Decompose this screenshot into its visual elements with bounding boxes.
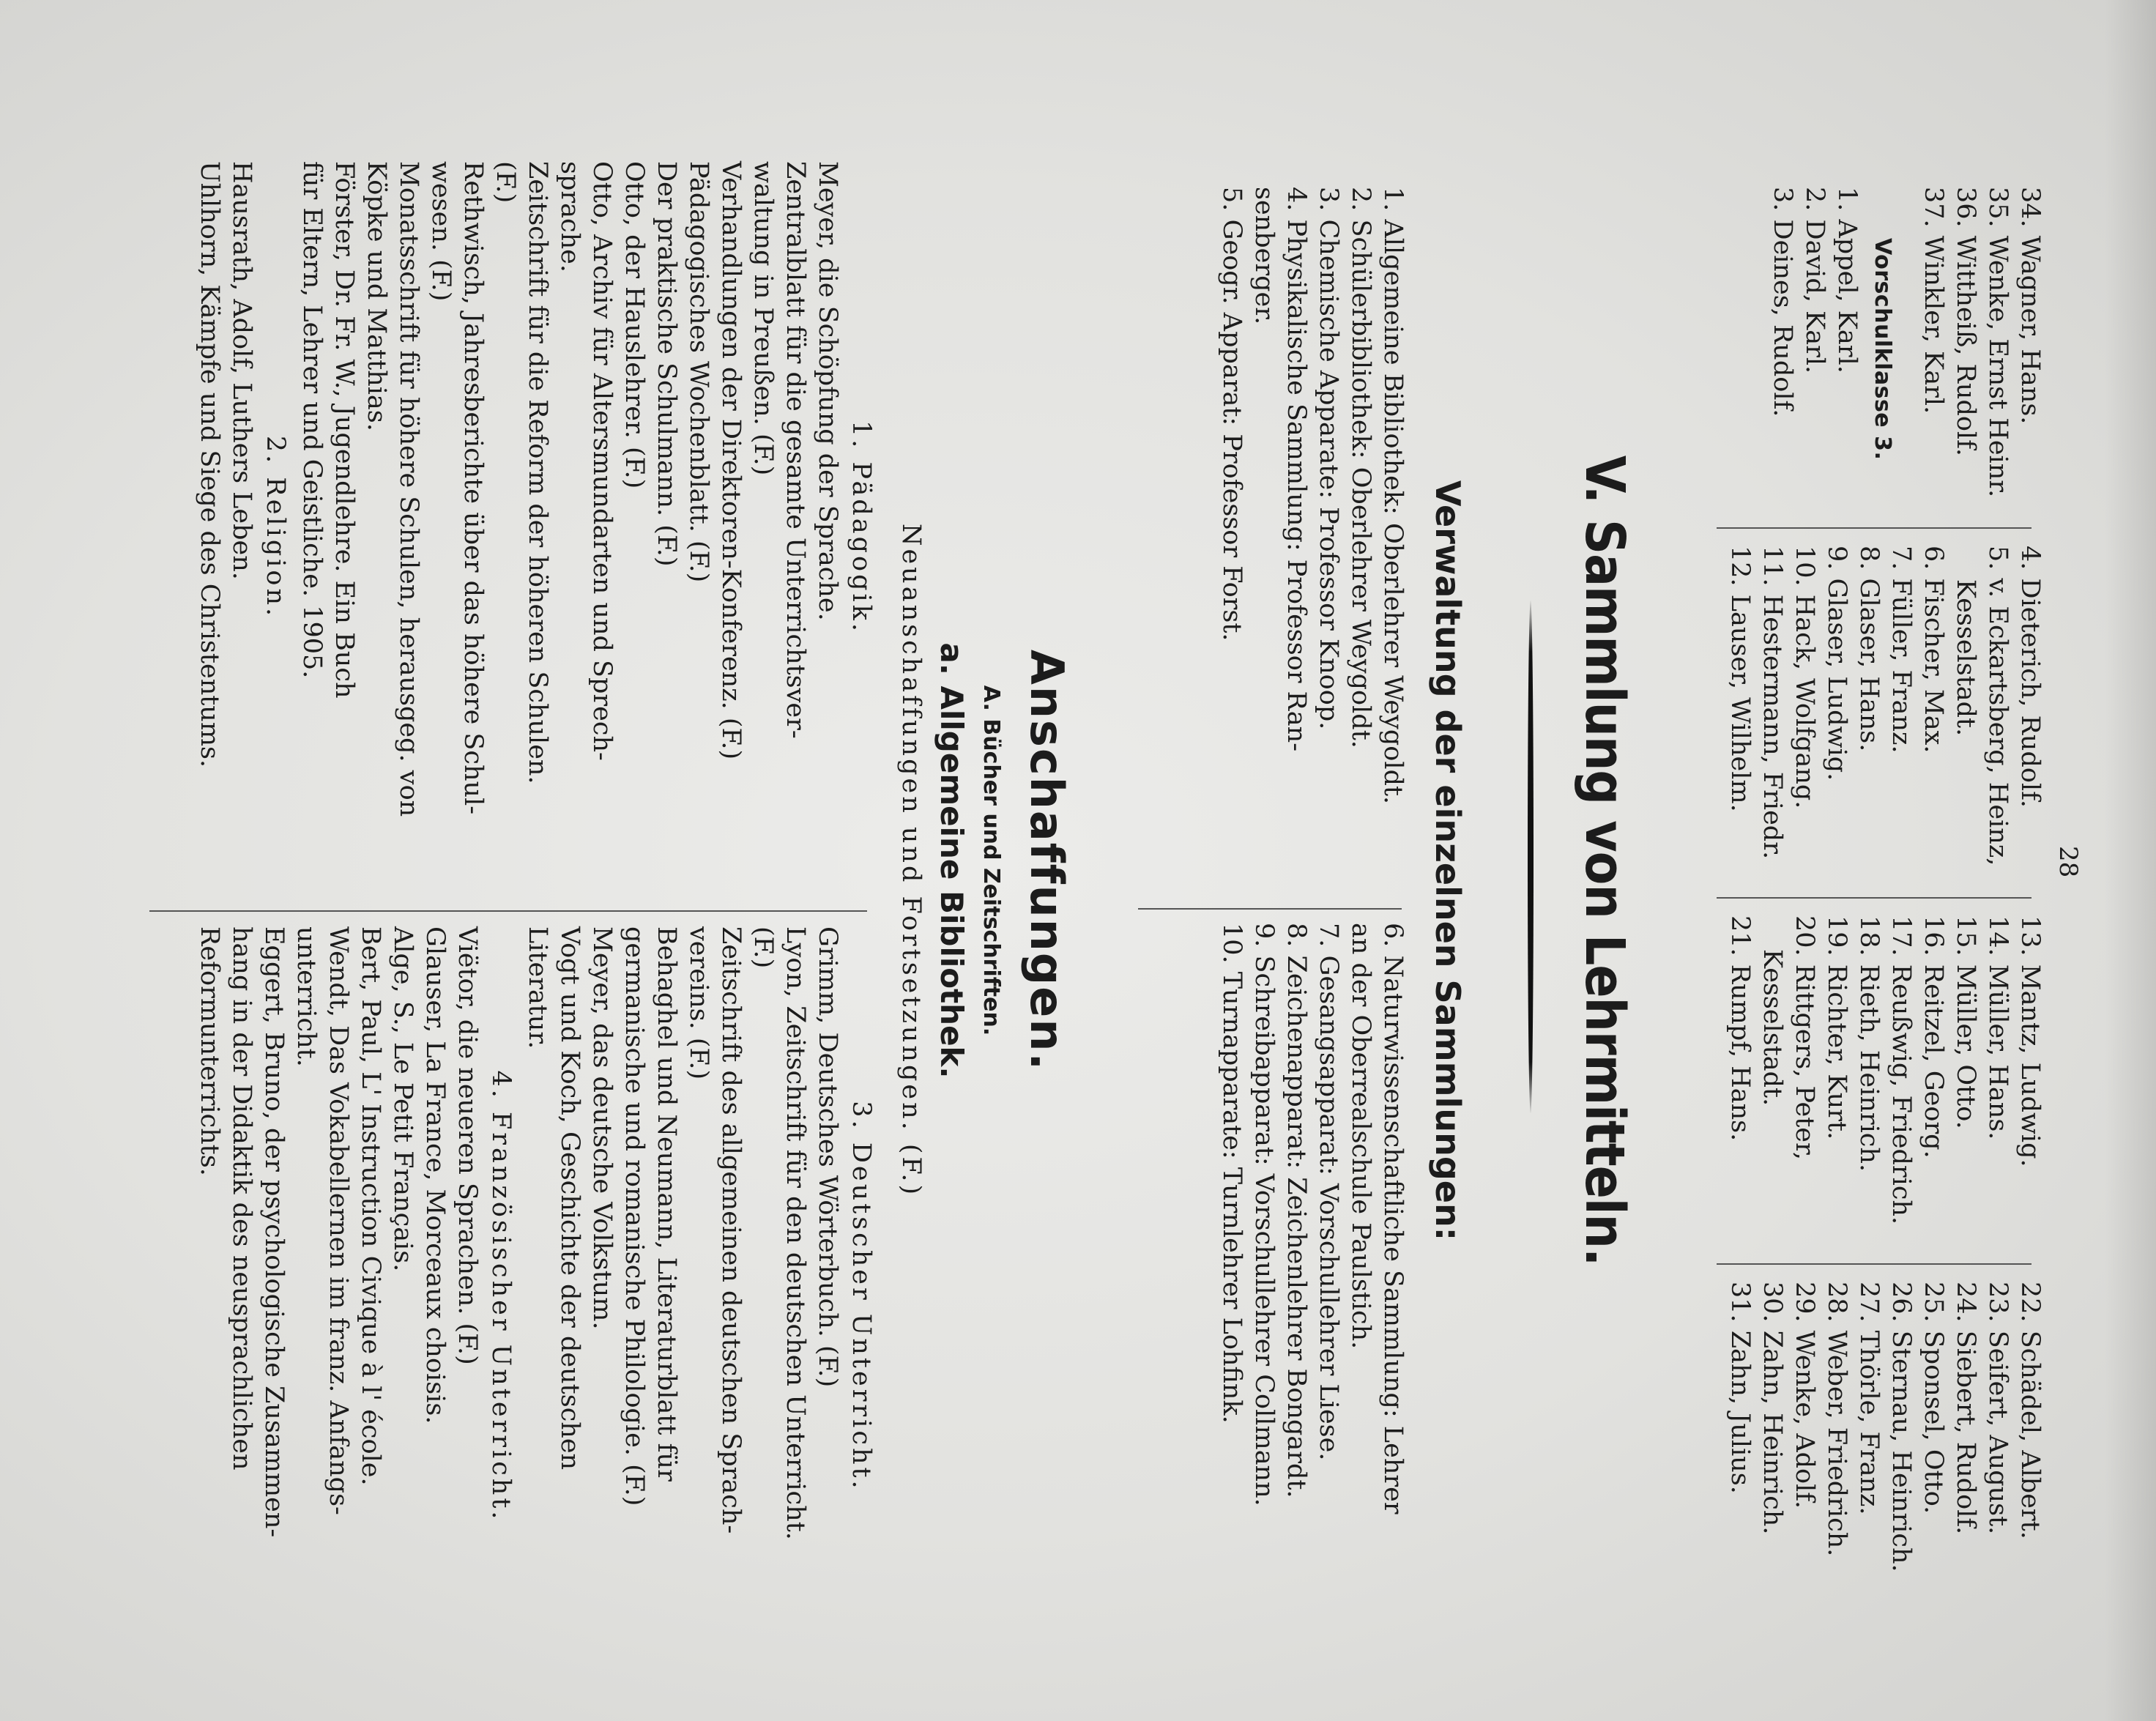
neuanschaffungen-intro: Neuanschaffungen und Fortsetzungen. (F.)	[896, 523, 926, 1198]
book-entry: Der praktische Schulmann. (F.)	[652, 161, 681, 567]
pupil-column-4	[1724, 1282, 2046, 1572]
category-heading-franzoesisch: 4. Französischer Unterricht.	[486, 1070, 516, 1523]
books-left-column	[193, 161, 882, 893]
pupil-column-3	[1724, 915, 2046, 1224]
verwaltung-entry: 2. Schülerbibliothek: Oberlehrer Weygoldt.	[1346, 187, 1375, 748]
category-heading-paedagogik: 1. Pädagogik.	[847, 420, 876, 635]
category-heading-religion: 2. Religion.	[261, 435, 290, 620]
pupil-entry: 30. Zahn, Heinrich.	[1758, 1282, 1787, 1535]
pupil-entry: 28. Weber, Friedrich.	[1822, 1282, 1851, 1557]
book-entry: Reformunterrichts.	[195, 926, 224, 1176]
pupil-entry: 35. Wenke, Ernst Heinr.	[1983, 187, 2012, 498]
pupil-column-2	[1724, 546, 2046, 866]
book-entry: Verhandlungen der Direktoren-Konferenz. (F.)	[716, 161, 746, 760]
book-entry: Grimm, Deutsches Wörterbuch. (F.)	[813, 926, 842, 1388]
book-entry: Glauser, La France, Morceaux choisis.	[420, 926, 450, 1424]
pupil-entry: 4. Dieterich, Rudolf.	[2015, 546, 2045, 808]
verwaltung-entry: an der Oberrealschule Paulstich.	[1346, 923, 1375, 1350]
book-entry: Alge, S., Le Petit Français.	[388, 926, 417, 1272]
book-entry: Wendt, Das Vokabellernen im franz. Anfangs-	[324, 926, 353, 1515]
pupil-entry: 7. Füller, Franz.	[1886, 546, 1916, 754]
book-entry: Zeitschrift für die Reform der höheren Schulen.	[523, 161, 552, 784]
book-entry: Literatur.	[523, 926, 552, 1049]
pupil-entry: 11. Hestermann, Friedr.	[1758, 546, 1787, 860]
book-entry: Monatsschrift für höhere Schulen, herausgeg. von	[394, 161, 423, 817]
pupil-entry: 29. Wenke, Adolf.	[1790, 1282, 1819, 1509]
book-entry: Rethwisch, Jahresberichte über das höhere Schul-	[458, 161, 488, 815]
pupil-entry: 25. Sponsel, Otto.	[1919, 1282, 1948, 1514]
pupil-entry: 5. v. Eckartsberg, Heinz,	[1983, 546, 2012, 866]
pupil-entry: 19. Richter, Kurt.	[1822, 915, 1851, 1140]
pupil-entry: 31. Zahn, Julius.	[1725, 1282, 1755, 1494]
book-entry: hang in der Didaktik des neusprachlichen	[227, 926, 256, 1471]
book-entry: Hausrath, Adolf, Luthers Leben.	[227, 161, 256, 580]
verwaltung-entry: 1. Allgemeine Bibliothek: Oberlehrer Weygoldt.	[1378, 187, 1408, 805]
book-entry: vereins. (F.)	[684, 926, 713, 1080]
pupil-entry: 14. Müller, Hans.	[1983, 915, 2012, 1140]
pupil-entry: Kesselstadt.	[1951, 579, 1980, 737]
pupil-entry: 21. Rumpf, Hans.	[1725, 915, 1755, 1142]
pupil-entry: 9. Glaser, Ludwig.	[1822, 546, 1851, 781]
book-entry: Otto, Archiv für Altersmundarten und Sprech-	[587, 161, 617, 761]
book-entry: Pädagogisches Wochenblatt. (F.)	[684, 161, 713, 583]
verwaltung-entry: 9. Schreibapparat: Vorschullehrer Collmann.	[1249, 923, 1279, 1506]
allgemeine-bibliothek-heading: a. Allgemeine Bibliothek.	[934, 642, 970, 1079]
pupil-entry: 20. Rittgers, Peter,	[1790, 915, 1819, 1161]
title-rule	[1528, 601, 1534, 1113]
pupil-entry: 12. Lauser, Wilhelm.	[1725, 546, 1755, 812]
vorschulklasse-subheading: Vorschulklasse 3.	[1870, 238, 1895, 461]
pupil-entry: 17. Reußwig, Friedrich.	[1886, 915, 1916, 1225]
book-entry: wesen. (F.)	[426, 161, 456, 302]
verwaltung-entry: 6. Naturwissenschaftliche Sammlung: Lehrer	[1378, 923, 1408, 1514]
column-divider	[149, 910, 867, 912]
book-entry: Förster, Dr. Fr. W., Jugendlehre. Ein Buch	[330, 161, 359, 699]
book-entry: Zentralblatt für die gesamte Unterrichtsver-	[781, 161, 810, 739]
column-divider	[1717, 1263, 2032, 1265]
pupil-entry: 27. Thörle, Franz.	[1854, 1282, 1884, 1515]
pupil-entry: 24. Siebert, Rudolf.	[1951, 1282, 1980, 1535]
book-entry: Meyer, das deutsche Volkstum.	[587, 926, 617, 1330]
book-entry: Viëtor, die neueren Sprachen. (F.)	[453, 926, 482, 1365]
book-entry: Uhlhorn, Kämpfe und Siege des Christentums.	[195, 161, 224, 768]
pupil-entry: 10. Hack, Wolfgang.	[1790, 546, 1819, 809]
pupil-entry: 23. Seifert, August.	[1983, 1282, 2012, 1535]
verwaltung-entry: 3. Chemische Apparate: Professor Knoop.	[1314, 187, 1343, 730]
verwaltung-heading: Verwaltung der einzelnen Sammlungen:	[1428, 480, 1468, 1241]
column-divider	[1717, 527, 2032, 529]
book-entry: für Eltern, Lehrer und Geistliche. 1905.	[297, 161, 327, 679]
section-title: V. Sammlung von Lehrmitteln.	[1573, 455, 1636, 1266]
book-entry: germanische und romanische Philologie. (F.)	[620, 926, 649, 1506]
buecher-subheading: A. Bücher und Zeitschriften.	[978, 685, 1004, 1036]
book-entry: Behaghel und Neumann, Literaturblatt für	[652, 926, 681, 1482]
verwaltung-left-list	[1216, 187, 1409, 804]
verwaltung-entry: 7. Gesangsapparat: Vorschullehrer Liese.	[1314, 923, 1343, 1461]
pupil-entry: 13. Mantz, Ludwig.	[2015, 915, 2045, 1167]
verwaltung-right-list	[1216, 923, 1409, 1514]
book-entry: Zeitschrift des allgemeinen deutschen Sprach-	[716, 926, 746, 1534]
pupil-entry: 2. David, Karl.	[1800, 187, 1829, 374]
book-entry: Otto, der Hauslehrer. (F.)	[620, 161, 649, 489]
book-entry: (F.)	[491, 161, 520, 204]
verwaltung-entry: 8. Zeichenapparat: Zeichenlehrer Bongardt.	[1282, 923, 1311, 1498]
pupil-entry: 34. Wagner, Hans.	[2015, 187, 2045, 425]
pupil-entry: 8. Glaser, Hans.	[1854, 546, 1884, 752]
book-entry: sprache.	[555, 161, 584, 272]
page-number: 28	[2053, 846, 2083, 878]
column-divider	[1717, 897, 2032, 899]
pupil-entry: 1. Appel, Karl.	[1832, 187, 1862, 373]
verwaltung-entry: 10. Turnapparate: Turnlehrer Lohfink.	[1217, 923, 1246, 1424]
book-entry: Meyer, die Schöpfung der Sprache.	[813, 161, 842, 621]
book-entry: Lyon, Zeitschrift für den deutschen Unterricht.	[781, 926, 810, 1540]
book-entry: (F.)	[748, 926, 778, 969]
pupil-entry: 26. Sternau, Heinrich.	[1886, 1282, 1916, 1572]
pupil-entry: 15. Müller, Otto.	[1951, 915, 1980, 1129]
pupil-entry: 22. Schädel, Albert.	[2015, 1282, 2045, 1539]
book-entry: Vogt und Koch, Geschichte der deutschen	[555, 926, 584, 1471]
category-heading-deutsch: 3. Deutscher Unterricht.	[847, 1101, 876, 1492]
book-entry: waltung in Preußen. (F.)	[748, 161, 778, 476]
pupil-column-1	[1766, 187, 2046, 497]
book-entry: Bert, Paul, L' Instruction Civique à l' école.	[356, 926, 385, 1486]
pupil-entry: Kesselstadt.	[1758, 949, 1787, 1107]
pupil-entry: 3. Deines, Rudolf.	[1768, 187, 1797, 417]
column-divider	[1138, 908, 1402, 910]
pupil-entry: 37. Winkler, Karl.	[1919, 187, 1948, 415]
verwaltung-entry: 5. Geogr. Apparat: Professor Forst.	[1217, 187, 1246, 642]
anschaffungen-heading: Anschaffungen.	[1020, 649, 1074, 1072]
books-right-column	[193, 926, 882, 1666]
verwaltung-entry: 4. Physikalische Sammlung: Professor Ran-	[1282, 187, 1311, 752]
pupil-entry: 18. Rieth, Heinrich.	[1854, 915, 1884, 1172]
book-entry: Köpke und Matthias.	[362, 161, 391, 431]
book-entry: unterricht.	[291, 926, 321, 1067]
pupil-entry: 36. Wittheiß, Rudolf.	[1951, 187, 1980, 456]
book-entry: Eggert, Bruno, der psychologische Zusammen-	[259, 926, 289, 1538]
pupil-entry: 16. Reitzel, Georg.	[1919, 915, 1948, 1159]
pupil-entry: 6. Fischer, Max.	[1919, 546, 1948, 754]
verwaltung-entry: senberger.	[1249, 187, 1279, 325]
